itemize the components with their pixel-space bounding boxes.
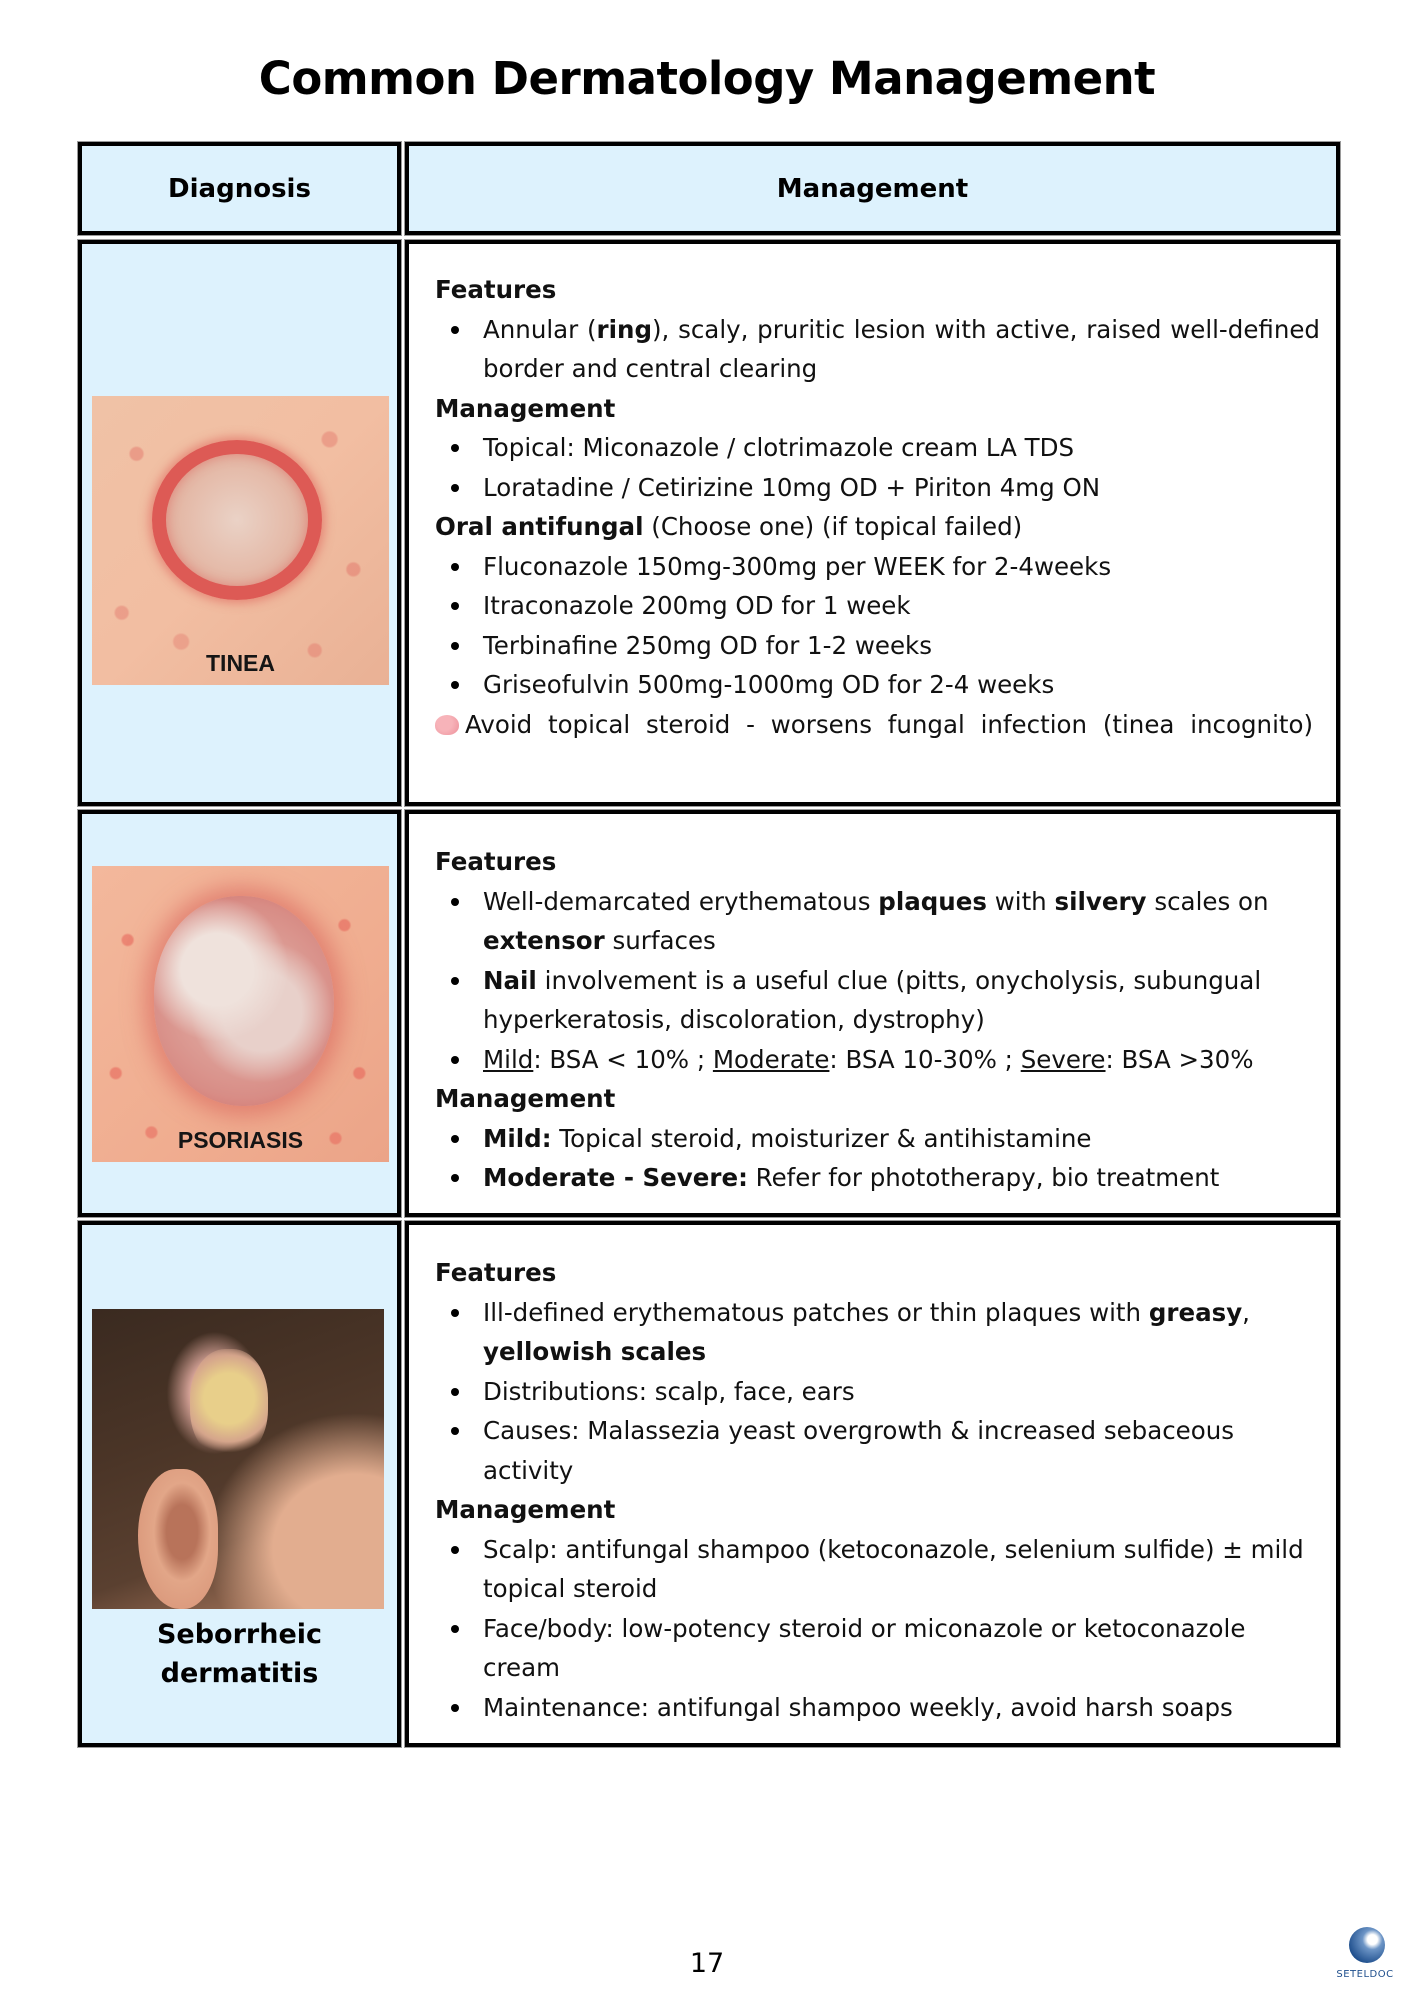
list-item: Maintenance: antifungal shampoo weekly, avoid harsh soaps xyxy=(435,1688,1320,1728)
management-heading: Management xyxy=(435,1495,616,1524)
psoriasis-label: PSORIASIS xyxy=(177,1127,304,1153)
features-heading: Features xyxy=(435,275,557,304)
list-item: Loratadine / Cetirizine 10mg OD + Piriton 4mg ON xyxy=(435,468,1320,508)
seborrheic-photo xyxy=(92,1309,384,1609)
header-management: Management xyxy=(776,173,969,204)
psoriasis-management-list xyxy=(435,1119,1320,1198)
list-item: Itraconazole 200mg OD for 1 week xyxy=(435,586,1320,626)
silvery-plaque xyxy=(154,896,334,1106)
list-item: Well-demarcated erythematous plaques with silvery scales on extensor surfaces xyxy=(435,882,1320,961)
seborrheic-management-list xyxy=(435,1530,1320,1728)
list-item: Griseofulvin 500mg-1000mg OD for 2-4 weeks xyxy=(435,665,1320,705)
tinea-content xyxy=(435,270,1320,744)
logo-text: SETELDOC xyxy=(1336,1969,1394,1980)
feature-text: Annular (ring), scaly, pruritic lesion with active, raised well-defined border and central clearing xyxy=(483,314,1320,383)
diagnosis-cell-tinea xyxy=(78,240,401,806)
header-diagnosis-cell xyxy=(78,142,401,235)
management-heading: Management xyxy=(435,1084,616,1113)
list-item: Fluconazole 150mg-300mg per WEEK for 2-4weeks xyxy=(435,547,1320,587)
psoriasis-features-list xyxy=(435,882,1320,1080)
header-management-cell xyxy=(405,142,1340,235)
oral-antifungal-line xyxy=(435,507,1320,547)
psoriasis-photo xyxy=(92,866,389,1162)
list-item xyxy=(435,310,1320,389)
list-item: Mild: BSA < 10% ; Moderate: BSA 10-30% ; Severe: BSA >30% xyxy=(435,1040,1320,1080)
list-item: Causes: Malassezia yeast overgrowth & increased sebaceous activity xyxy=(435,1411,1320,1490)
list-item: Moderate - Severe: Refer for phototherapy, bio treatment xyxy=(435,1158,1320,1198)
diagnosis-cell-seborrheic xyxy=(78,1221,401,1747)
tip-text: Avoid topical steroid - worsens fungal infection (tinea incognito) xyxy=(465,709,1314,739)
management-heading: Management xyxy=(435,393,616,423)
tinea-management-list xyxy=(435,428,1320,507)
psoriasis-content xyxy=(435,842,1320,1198)
list-item: Nail involvement is a useful clue (pitts, onycholysis, subungual hyperkeratosis, discoloration, dystrophy) xyxy=(435,961,1320,1040)
oral-antifungal-list xyxy=(435,547,1320,705)
caption-line-2: dermatitis xyxy=(160,1658,319,1689)
list-item: Mild: Topical steroid, moisturizer & antihistamine xyxy=(435,1119,1320,1159)
oral-antifungal-heading: Oral antifungal xyxy=(435,512,644,541)
management-cell-seborrheic xyxy=(405,1221,1340,1747)
list-item: Distributions: scalp, face, ears xyxy=(435,1372,1320,1412)
list-item: Face/body: low-potency steroid or miconazole or ketoconazole cream xyxy=(435,1609,1320,1688)
page-title: Common Dermatology Management xyxy=(258,52,1156,105)
seborrheic-caption xyxy=(82,1615,397,1693)
tinea-features-list xyxy=(435,310,1320,389)
features-heading: Features xyxy=(435,847,557,876)
seteldoc-logo xyxy=(1335,1925,1395,1995)
list-item: Ill-defined erythematous patches or thin plaques with greasy, yellowish scales xyxy=(435,1293,1320,1372)
tinea-label: TINEA xyxy=(206,650,275,676)
seborrheic-features-list xyxy=(435,1293,1320,1491)
ear xyxy=(138,1469,218,1609)
head-silhouette-icon xyxy=(1349,1927,1385,1963)
yellow-scale-patch xyxy=(190,1349,268,1459)
page-number: 17 xyxy=(689,1948,725,1979)
caption-line-1: Seborrheic xyxy=(156,1619,323,1650)
ring-lesion xyxy=(152,440,322,600)
list-item: Scalp: antifungal shampoo (ketoconazole, selenium sulfide) ± mild topical steroid xyxy=(435,1530,1320,1609)
brain-icon xyxy=(435,715,459,735)
management-cell-psoriasis xyxy=(405,810,1340,1217)
header-diagnosis: Diagnosis xyxy=(168,173,311,204)
tip-note xyxy=(435,705,1320,745)
features-heading: Features xyxy=(435,1258,557,1287)
oral-antifungal-note: (Choose one) (if topical failed) xyxy=(643,512,1023,541)
seborrheic-content xyxy=(435,1253,1320,1727)
tinea-photo xyxy=(92,396,389,685)
list-item: Topical: Miconazole / clotrimazole cream LA TDS xyxy=(435,428,1320,468)
diagnosis-cell-psoriasis xyxy=(78,810,401,1217)
list-item: Terbinafine 250mg OD for 1-2 weeks xyxy=(435,626,1320,666)
management-cell-tinea xyxy=(405,240,1340,806)
